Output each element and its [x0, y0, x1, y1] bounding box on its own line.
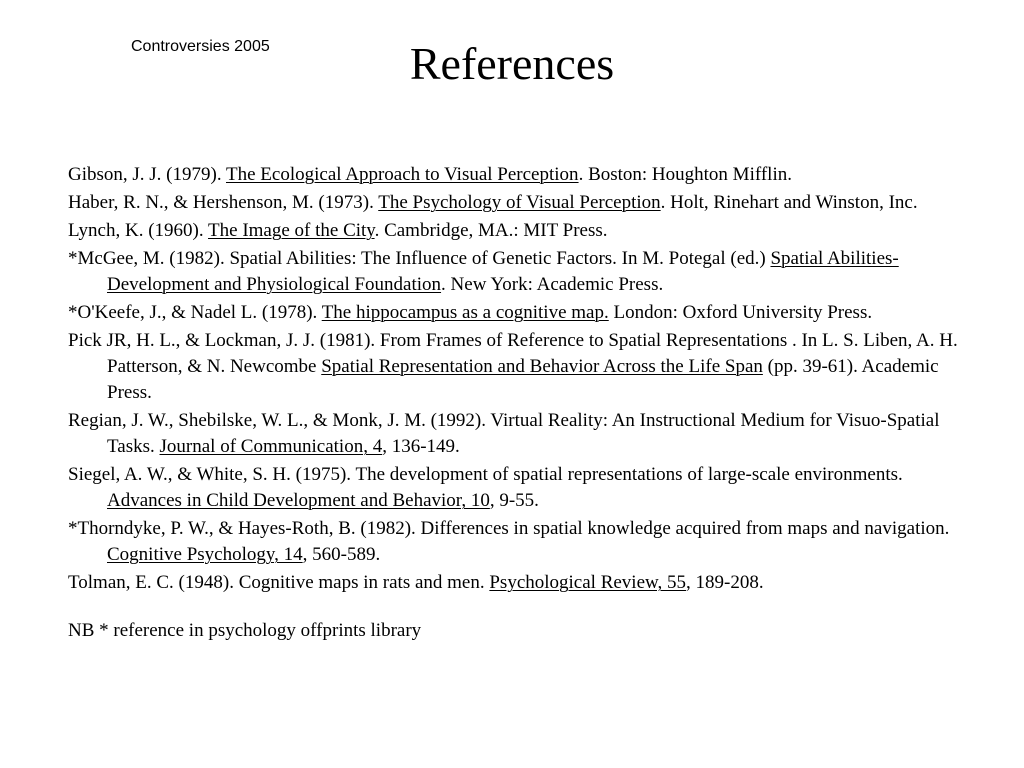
reference-text: *McGee, M. (1982). Spatial Abilities: The Influence of Genetic Factors. In M. Potegal (ed.): [68, 248, 771, 269]
reference-publisher: , 189-208.: [686, 572, 764, 593]
reference-work-title: Journal of Communication, 4: [159, 436, 383, 457]
reference-item: [68, 328, 978, 406]
reference-work-title: Spatial Abilities-Development and Physiological Foundation: [107, 248, 899, 295]
reference-publisher: (pp. 39-61). Academic Press.: [107, 356, 939, 403]
reference-item: [68, 570, 978, 596]
slide-title: References: [409, 38, 615, 89]
reference-text: *O'Keefe, J., & Nadel L. (1978).: [68, 302, 322, 323]
reference-publisher: , 9-55.: [489, 490, 539, 511]
reference-publisher: . Holt, Rinehart and Winston, Inc.: [660, 192, 918, 213]
reference-publisher: , 560-589.: [302, 544, 381, 565]
reference-text: Regian, J. W., Shebilske, W. L., & Monk, J. M. (1992). Virtual Reality: An Instructional Medium for Visuo-Spatial Tasks.: [68, 410, 940, 457]
reference-text: Siegel, A. W., & White, S. H. (1975). The development of spatial representations of large-scale environments.: [68, 464, 903, 485]
reference-work-title: Psychological Review, 55: [489, 572, 687, 593]
reference-publisher: , 136-149.: [382, 436, 460, 457]
reference-publisher: . Cambridge, MA.: MIT Press.: [374, 220, 608, 241]
reference-publisher: . New York: Academic Press.: [441, 274, 664, 295]
reference-item: [68, 246, 978, 298]
reference-item: [68, 300, 978, 326]
reference-item: [68, 218, 978, 244]
reference-text: Gibson, J. J. (1979).: [68, 164, 226, 185]
reference-text: *Thorndyke, P. W., & Hayes-Roth, B. (1982). Differences in spatial knowledge acquired from maps and navigation.: [68, 518, 950, 539]
reference-publisher: . Boston: Houghton Mifflin.: [578, 164, 792, 185]
reference-work-title: The hippocampus as a cognitive map.: [321, 302, 609, 323]
reference-work-title: Spatial Representation and Behavior Across the Life Span: [321, 356, 763, 377]
reference-item: [68, 516, 978, 568]
reference-item: [68, 190, 978, 216]
reference-text: Lynch, K. (1960).: [68, 220, 209, 241]
footnote: NB * reference in psychology offprints library: [68, 620, 422, 641]
reference-item: [68, 408, 978, 460]
reference-work-title: The Image of the City: [208, 220, 375, 241]
reference-text: Haber, R. N., & Hershenson, M. (1973).: [68, 192, 379, 213]
reference-item: [68, 162, 978, 188]
reference-work-title: Cognitive Psychology, 14: [107, 544, 303, 565]
reference-item: [68, 462, 978, 514]
header-note: Controversies 2005: [131, 38, 270, 55]
reference-work-title: The Psychology of Visual Perception: [378, 192, 661, 213]
reference-publisher: London: Oxford University Press.: [608, 302, 873, 323]
reference-list: [68, 162, 978, 646]
reference-text: Pick JR, H. L., & Lockman, J. J. (1981). From Frames of Reference to Spatial Representations . In L. S. Liben, A. H. Patterson, & N. Newcombe: [68, 330, 958, 377]
reference-work-title: Advances in Child Development and Behavior, 10: [107, 490, 490, 511]
reference-text: Tolman, E. C. (1948). Cognitive maps in rats and men.: [68, 572, 490, 593]
reference-work-title: The Ecological Approach to Visual Perception: [226, 164, 579, 185]
